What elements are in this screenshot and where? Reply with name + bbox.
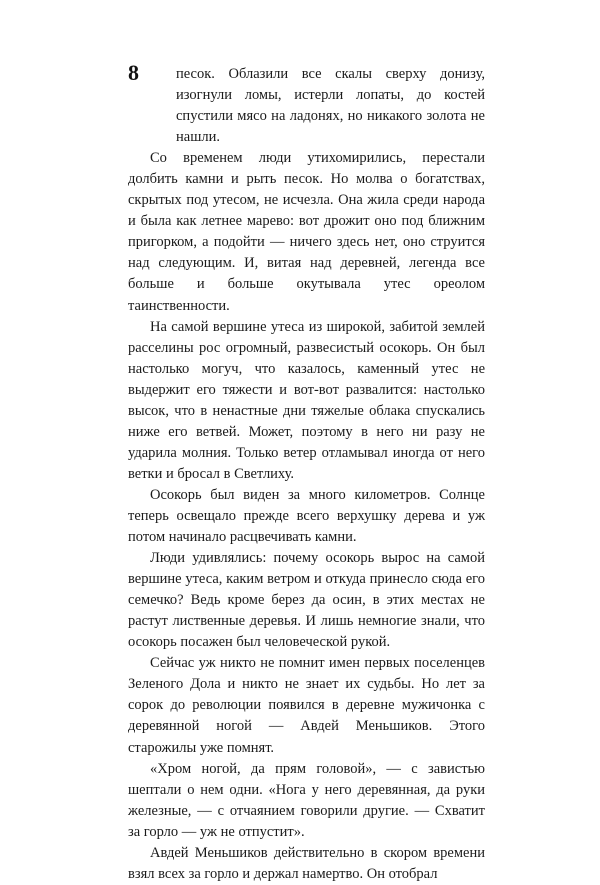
paragraph-7: «Хром ногой, да прям головой», — с завистью шептали о нем одни. «Нога у него деревянная, да руки железные, — с отчаянием говорили другие. — Схватит за горло — уж не отпустит». — [128, 760, 485, 840]
paragraph-6: Сейчас уж никто не помнит имен первых поселенцев Зеленого Дола и никто не знает их судьбы. Но лет за сорок до революции появился в деревне мужичонка с деревянной ногой — Авдей Меньшиков. Этого старожилы уже помнят. — [128, 655, 485, 756]
paragraph-4: Осокорь был виден за много километров. Солнце теперь освещало прежде всего верхушку дерева и уж потом начинало расцвечивать камни. — [128, 486, 485, 546]
paragraph-2: Со временем люди утихомирились, перестали долбить камни и рыть песок. Но молва о богатствах, скрытых под утесом, не исчезла. Она жила среди народа и была как летнее марево: вот дрожит оно под ближним пригорком, а подойти — ничего здесь нет, оно струится над следующим. И, витая над деревней, легенда все больше и больше окутывала утес ореолом таинственности. — [128, 150, 485, 314]
paragraph-1: песок. Облазили все скалы сверху донизу, изогнули ломы, истерли лопаты, до костей спустили мясо на ладонях, но никакого золота не нашли. — [176, 66, 485, 146]
page-number: 8 — [128, 60, 139, 85]
paragraph-8: Авдей Меньшиков действительно в скором времени взял всех за горло и держал намертво. Он отобрал — [128, 844, 485, 882]
paragraph-3: На самой вершине утеса из широкой, забитой землей расселины рос огромный, развесистый осокорь. Он был настолько могуч, что казалось, каменный утес не выдержит его тяжести и вот-вот развалится: настолько высок, что в ненастные дни тяжелые облака спускались ниже его ветвей. Может, поэтому в него ни разу не ударила молния. Только ветер отламывал иногда от него ветки и бросал в Светлиху. — [128, 318, 485, 482]
paragraph-5: Люди удивлялись: почему осокорь вырос на самой вершине утеса, каким ветром и откуда принесло сюда его семечко? Ведь кроме берез да осин, в этих местах не растут лиственные деревья. И лишь немногие знали, что осокорь посажен был человеческой рукой. — [128, 550, 485, 651]
body-text — [128, 64, 485, 885]
